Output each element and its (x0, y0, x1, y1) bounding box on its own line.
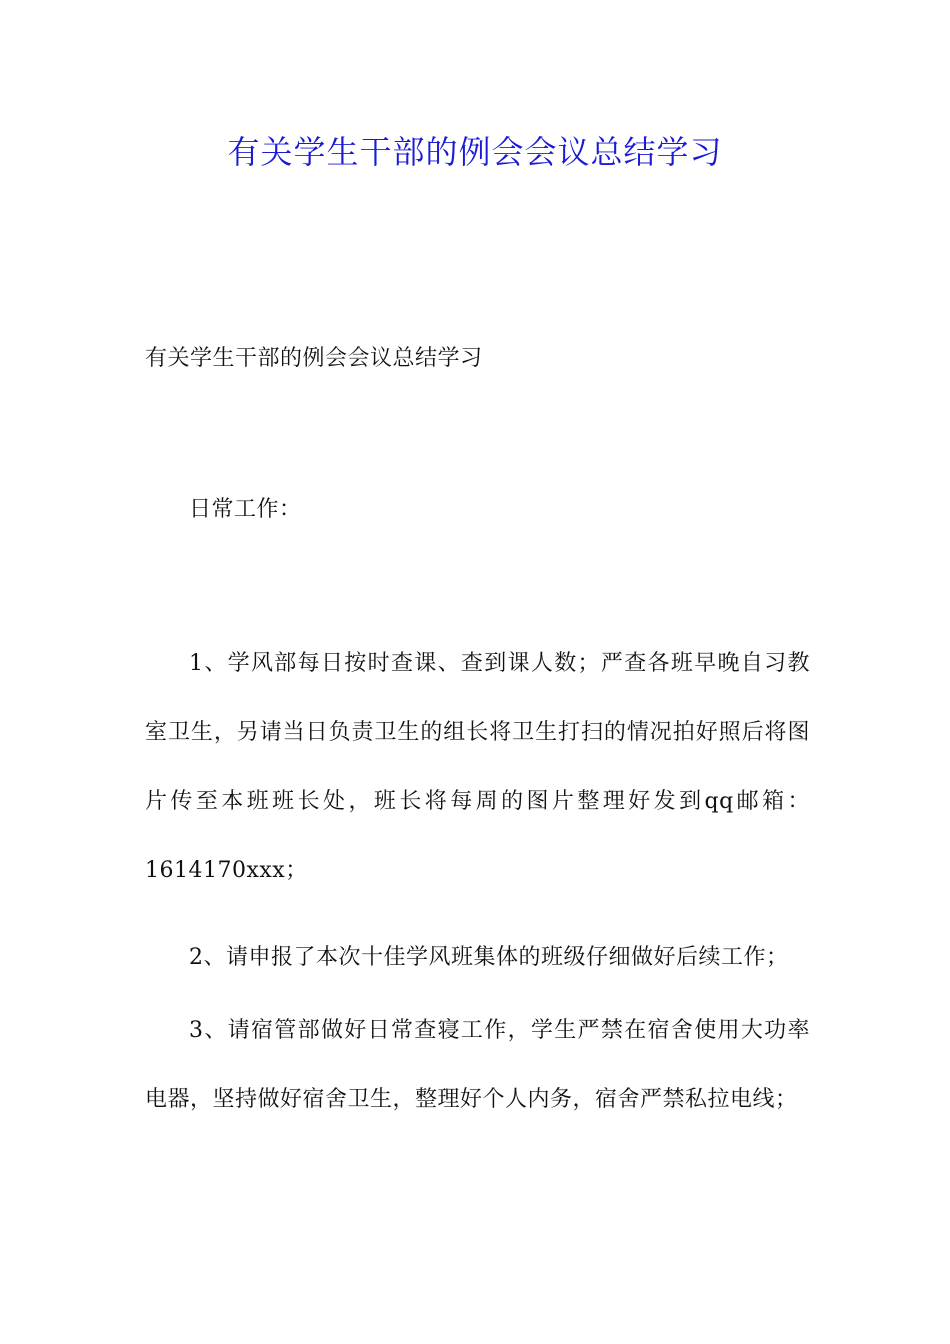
section-heading: 日常工作： (189, 497, 302, 522)
paragraph-3: 3、请宿管部做好日常查寝工作，学生严禁在宿舍使用大功率电器，坚持做好宿舍卫生，整理好个人内务，宿舍严禁私拉电线； (145, 1018, 810, 1112)
document-title: 有关学生干部的例会会议总结学习 (227, 133, 723, 171)
paragraph-1: 1、学风部每日按时查课、查到课人数；严查各班早晚自习教室卫生，另请当日负责卫生的组长将卫生打扫的情况拍好照后将图片传至本班班长处，班长将每周的图片整理好发到qq邮箱：1614170xxx； (145, 651, 810, 883)
paragraph-2: 2、请申报了本次十佳学风班集体的班级仔细做好后续工作； (189, 945, 789, 970)
document-subtitle: 有关学生干部的例会会议总结学习 (145, 346, 483, 371)
